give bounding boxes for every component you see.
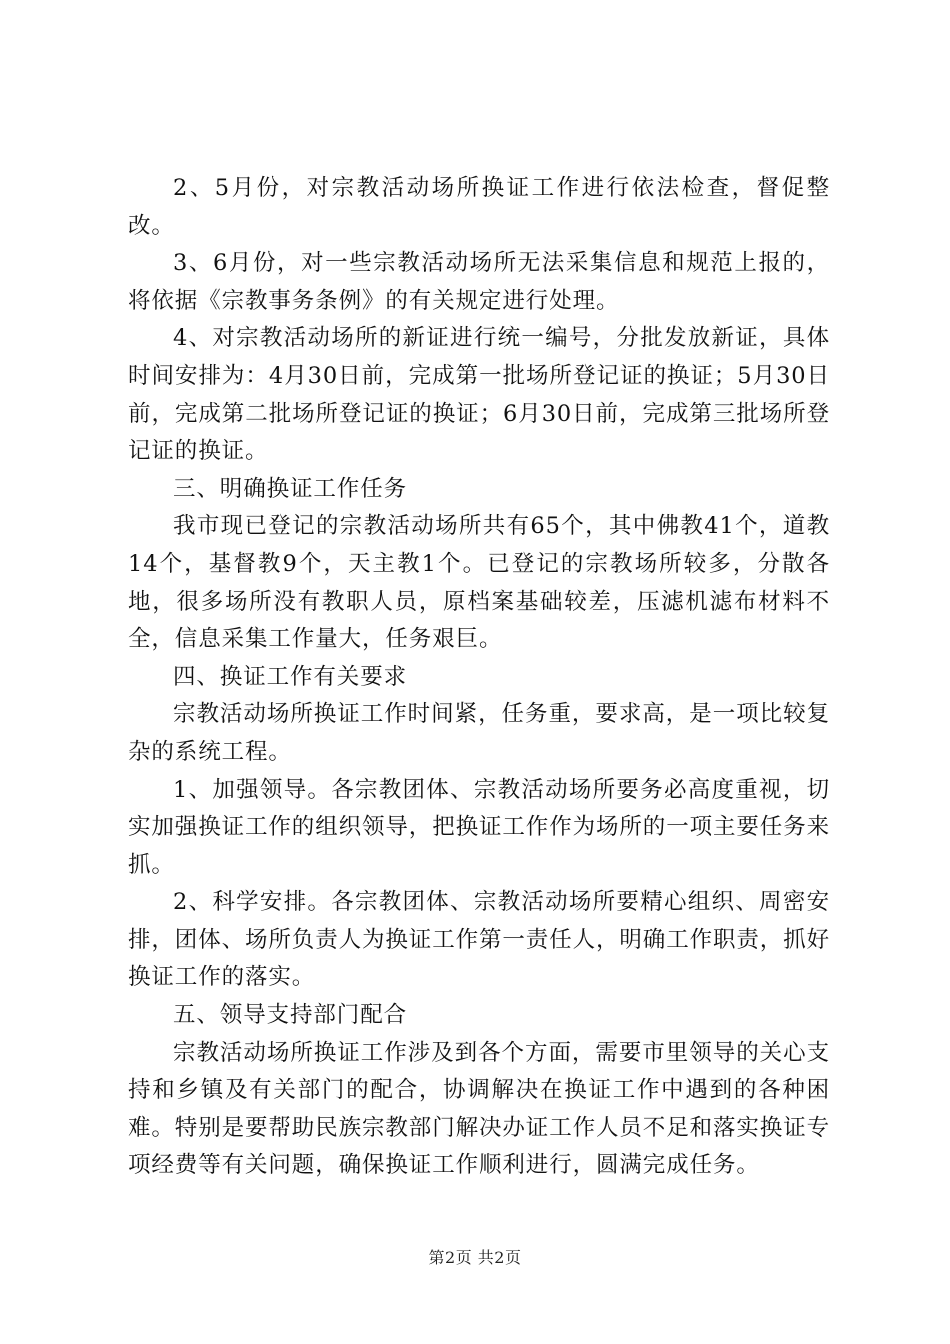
paragraph-support: 宗教活动场所换证工作涉及到各个方面，需要市里领导的关心支持和乡镇及有关部门的配合，协调解决在换证工作中遇到的各种困难。特别是要帮助民族宗教部门解决办证工作人员不足和落实换证专项经费等有关问题，确保换证工作顺利进行，圆满完成任务。 [128, 1039, 831, 1179]
document-body [128, 170, 830, 1185]
section-heading-3: 三、明确换证工作任务 [173, 475, 408, 502]
paragraph-requirement-1: 1、加强领导。各宗教团体、宗教活动场所要务必高度重视，切实加强换证工作的组织领导，把换证工作作为场所的一项主要任务来抓。 [128, 776, 831, 878]
paragraph-item-4: 4、对宗教活动场所的新证进行统一编号，分批发放新证，具体时间安排为：4月30日前，完成第一批场所登记证的换证；5月30日前，完成第二批场所登记证的换证；6月30日前，完成第三批场所登记证的换证。 [128, 325, 830, 465]
page-number-footer: 第2页 共2页 [428, 1248, 522, 1267]
paragraph-requirements-intro: 宗教活动场所换证工作时间紧，任务重，要求高，是一项比较复杂的系统工程。 [128, 701, 830, 765]
paragraph-item-2: 2、5月份，对宗教活动场所换证工作进行依法检查，督促整改。 [128, 175, 830, 239]
section-heading-5: 五、领导支持部门配合 [173, 1002, 408, 1029]
paragraph-requirement-2: 2、科学安排。各宗教团体、宗教活动场所要精心组织、周密安排，团体、场所负责人为换证工作第一责任人，明确工作职责，抓好换证工作的落实。 [128, 889, 831, 991]
section-heading-4: 四、换证工作有关要求 [173, 663, 408, 690]
paragraph-item-3: 3、6月份，对一些宗教活动场所无法采集信息和规范上报的，将依据《宗教事务条例》的有关规定进行处理。 [128, 250, 830, 314]
paragraph-task-summary: 我市现已登记的宗教活动场所共有65个，其中佛教41个，道教14个，基督教9个，天主教1个。已登记的宗教场所较多，分散各地，很多场所没有教职人员，原档案基础较差，压滤机滤布材料不全，信息采集工作量大，任务艰巨。 [128, 513, 830, 653]
